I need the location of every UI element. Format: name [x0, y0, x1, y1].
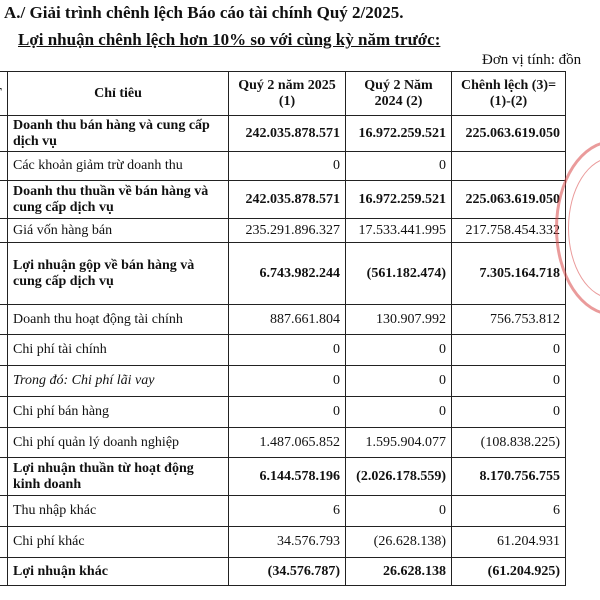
stt-cell: [0, 181, 8, 219]
q2-2024-cell: 0: [346, 335, 452, 366]
q2-2025-cell: 6.743.982.244: [229, 243, 346, 305]
table-row: [0, 428, 566, 458]
difference-cell: (108.838.225): [452, 428, 566, 458]
q2-2025-cell: 0: [229, 335, 346, 366]
q2-2024-cell: 0: [346, 366, 452, 397]
table-row: [0, 305, 566, 335]
difference-cell: 217.758.454.332: [452, 219, 566, 243]
unit-label: Đơn vị tính: đồn: [482, 52, 582, 68]
difference-cell: (61.204.925): [452, 558, 566, 586]
indicator-cell: Lợi nhuận gộp về bán hàng và cung cấp dịch vụ: [8, 243, 229, 305]
table-row: [0, 243, 566, 305]
table-row: [0, 335, 566, 366]
q2-2025-cell: 1.487.065.852: [229, 428, 346, 458]
table-row: [0, 458, 566, 496]
indicator-cell: Lợi nhuận khác: [8, 558, 229, 586]
q2-2024-cell: 17.533.441.995: [346, 219, 452, 243]
q2-2025-cell: 0: [229, 152, 346, 181]
indicator-cell: Thu nhập khác: [8, 496, 229, 527]
q2-2024-cell: 26.628.138: [346, 558, 452, 586]
table-header-row: [0, 72, 566, 116]
stt-cell: [0, 305, 8, 335]
stt-cell: [0, 152, 8, 181]
header-q2-2025: Quý 2 năm 2025 (1): [229, 72, 346, 116]
q2-2025-cell: 887.661.804: [229, 305, 346, 335]
q2-2024-cell: 16.972.259.521: [346, 181, 452, 219]
difference-cell: 225.063.619.050: [452, 116, 566, 152]
header-q2-2024: Quý 2 Năm 2024 (2): [346, 72, 452, 116]
stt-cell: [0, 458, 8, 496]
indicator-cell: Chi phí khác: [8, 527, 229, 558]
q2-2024-cell: 0: [346, 397, 452, 428]
q2-2024-cell: 1.595.904.077: [346, 428, 452, 458]
indicator-cell: Doanh thu thuần về bán hàng và cung cấp dịch vụ: [8, 181, 229, 219]
q2-2025-cell: 0: [229, 366, 346, 397]
q2-2024-cell: 0: [346, 496, 452, 527]
indicator-cell: Chi phí tài chính: [8, 335, 229, 366]
stt-cell: [0, 428, 8, 458]
q2-2024-cell: 0: [346, 152, 452, 181]
indicator-cell: Doanh thu hoạt động tài chính: [8, 305, 229, 335]
table-row: [0, 181, 566, 219]
q2-2025-cell: 235.291.896.327: [229, 219, 346, 243]
q2-2024-cell: (561.182.474): [346, 243, 452, 305]
difference-cell: 0: [452, 335, 566, 366]
stt-cell: [0, 116, 8, 152]
difference-cell: 6: [452, 496, 566, 527]
q2-2025-cell: 34.576.793: [229, 527, 346, 558]
stt-cell: [0, 496, 8, 527]
header-stt: [0, 72, 8, 116]
difference-cell: 756.753.812: [452, 305, 566, 335]
difference-cell: 0: [452, 366, 566, 397]
stt-cell: [0, 219, 8, 243]
table-row: [0, 219, 566, 243]
q2-2025-cell: 6: [229, 496, 346, 527]
indicator-cell: Chi phí quản lý doanh nghiệp: [8, 428, 229, 458]
q2-2025-cell: 6.144.578.196: [229, 458, 346, 496]
q2-2024-cell: 16.972.259.521: [346, 116, 452, 152]
difference-cell: 0: [452, 397, 566, 428]
table-row: [0, 397, 566, 428]
indicator-cell: Các khoản giảm trừ doanh thu: [8, 152, 229, 181]
difference-cell: 8.170.756.755: [452, 458, 566, 496]
q2-2025-cell: 242.035.878.571: [229, 181, 346, 219]
difference-cell: 225.063.619.050: [452, 181, 566, 219]
table-row: [0, 527, 566, 558]
header-indicator: Chỉ tiêu: [8, 72, 229, 116]
table-row: [0, 496, 566, 527]
difference-cell: 61.204.931: [452, 527, 566, 558]
table-row: [0, 152, 566, 181]
stt-cell: [0, 366, 8, 397]
table-row: [0, 116, 566, 152]
stt-cell: [0, 558, 8, 586]
indicator-cell: Trong đó: Chi phí lãi vay: [8, 366, 229, 397]
stt-cell: [0, 335, 8, 366]
q2-2024-cell: 130.907.992: [346, 305, 452, 335]
q2-2024-cell: (26.628.138): [346, 527, 452, 558]
q2-2025-cell: (34.576.787): [229, 558, 346, 586]
table-row: [0, 366, 566, 397]
page-title: A./ Giải trình chênh lệch Báo cáo tài chính Quý 2/2025.: [4, 3, 404, 22]
indicator-cell: Lợi nhuận thuần từ hoạt động kinh doanh: [8, 458, 229, 496]
difference-cell: 7.305.164.718: [452, 243, 566, 305]
q2-2025-cell: 0: [229, 397, 346, 428]
difference-cell: [452, 152, 566, 181]
section-title: Lợi nhuận chênh lệch hơn 10% so với cùng kỳ năm trước:: [18, 30, 441, 49]
table-row: [0, 558, 566, 586]
indicator-cell: Chi phí bán hàng: [8, 397, 229, 428]
financial-table: [0, 71, 566, 586]
indicator-cell: Giá vốn hàng bán: [8, 219, 229, 243]
header-difference: Chênh lệch (3)=(1)-(2): [452, 72, 566, 116]
stt-cell: [0, 243, 8, 305]
indicator-cell: Doanh thu bán hàng và cung cấp dịch vụ: [8, 116, 229, 152]
q2-2024-cell: (2.026.178.559): [346, 458, 452, 496]
q2-2025-cell: 242.035.878.571: [229, 116, 346, 152]
stt-cell: [0, 527, 8, 558]
stt-cell: [0, 397, 8, 428]
